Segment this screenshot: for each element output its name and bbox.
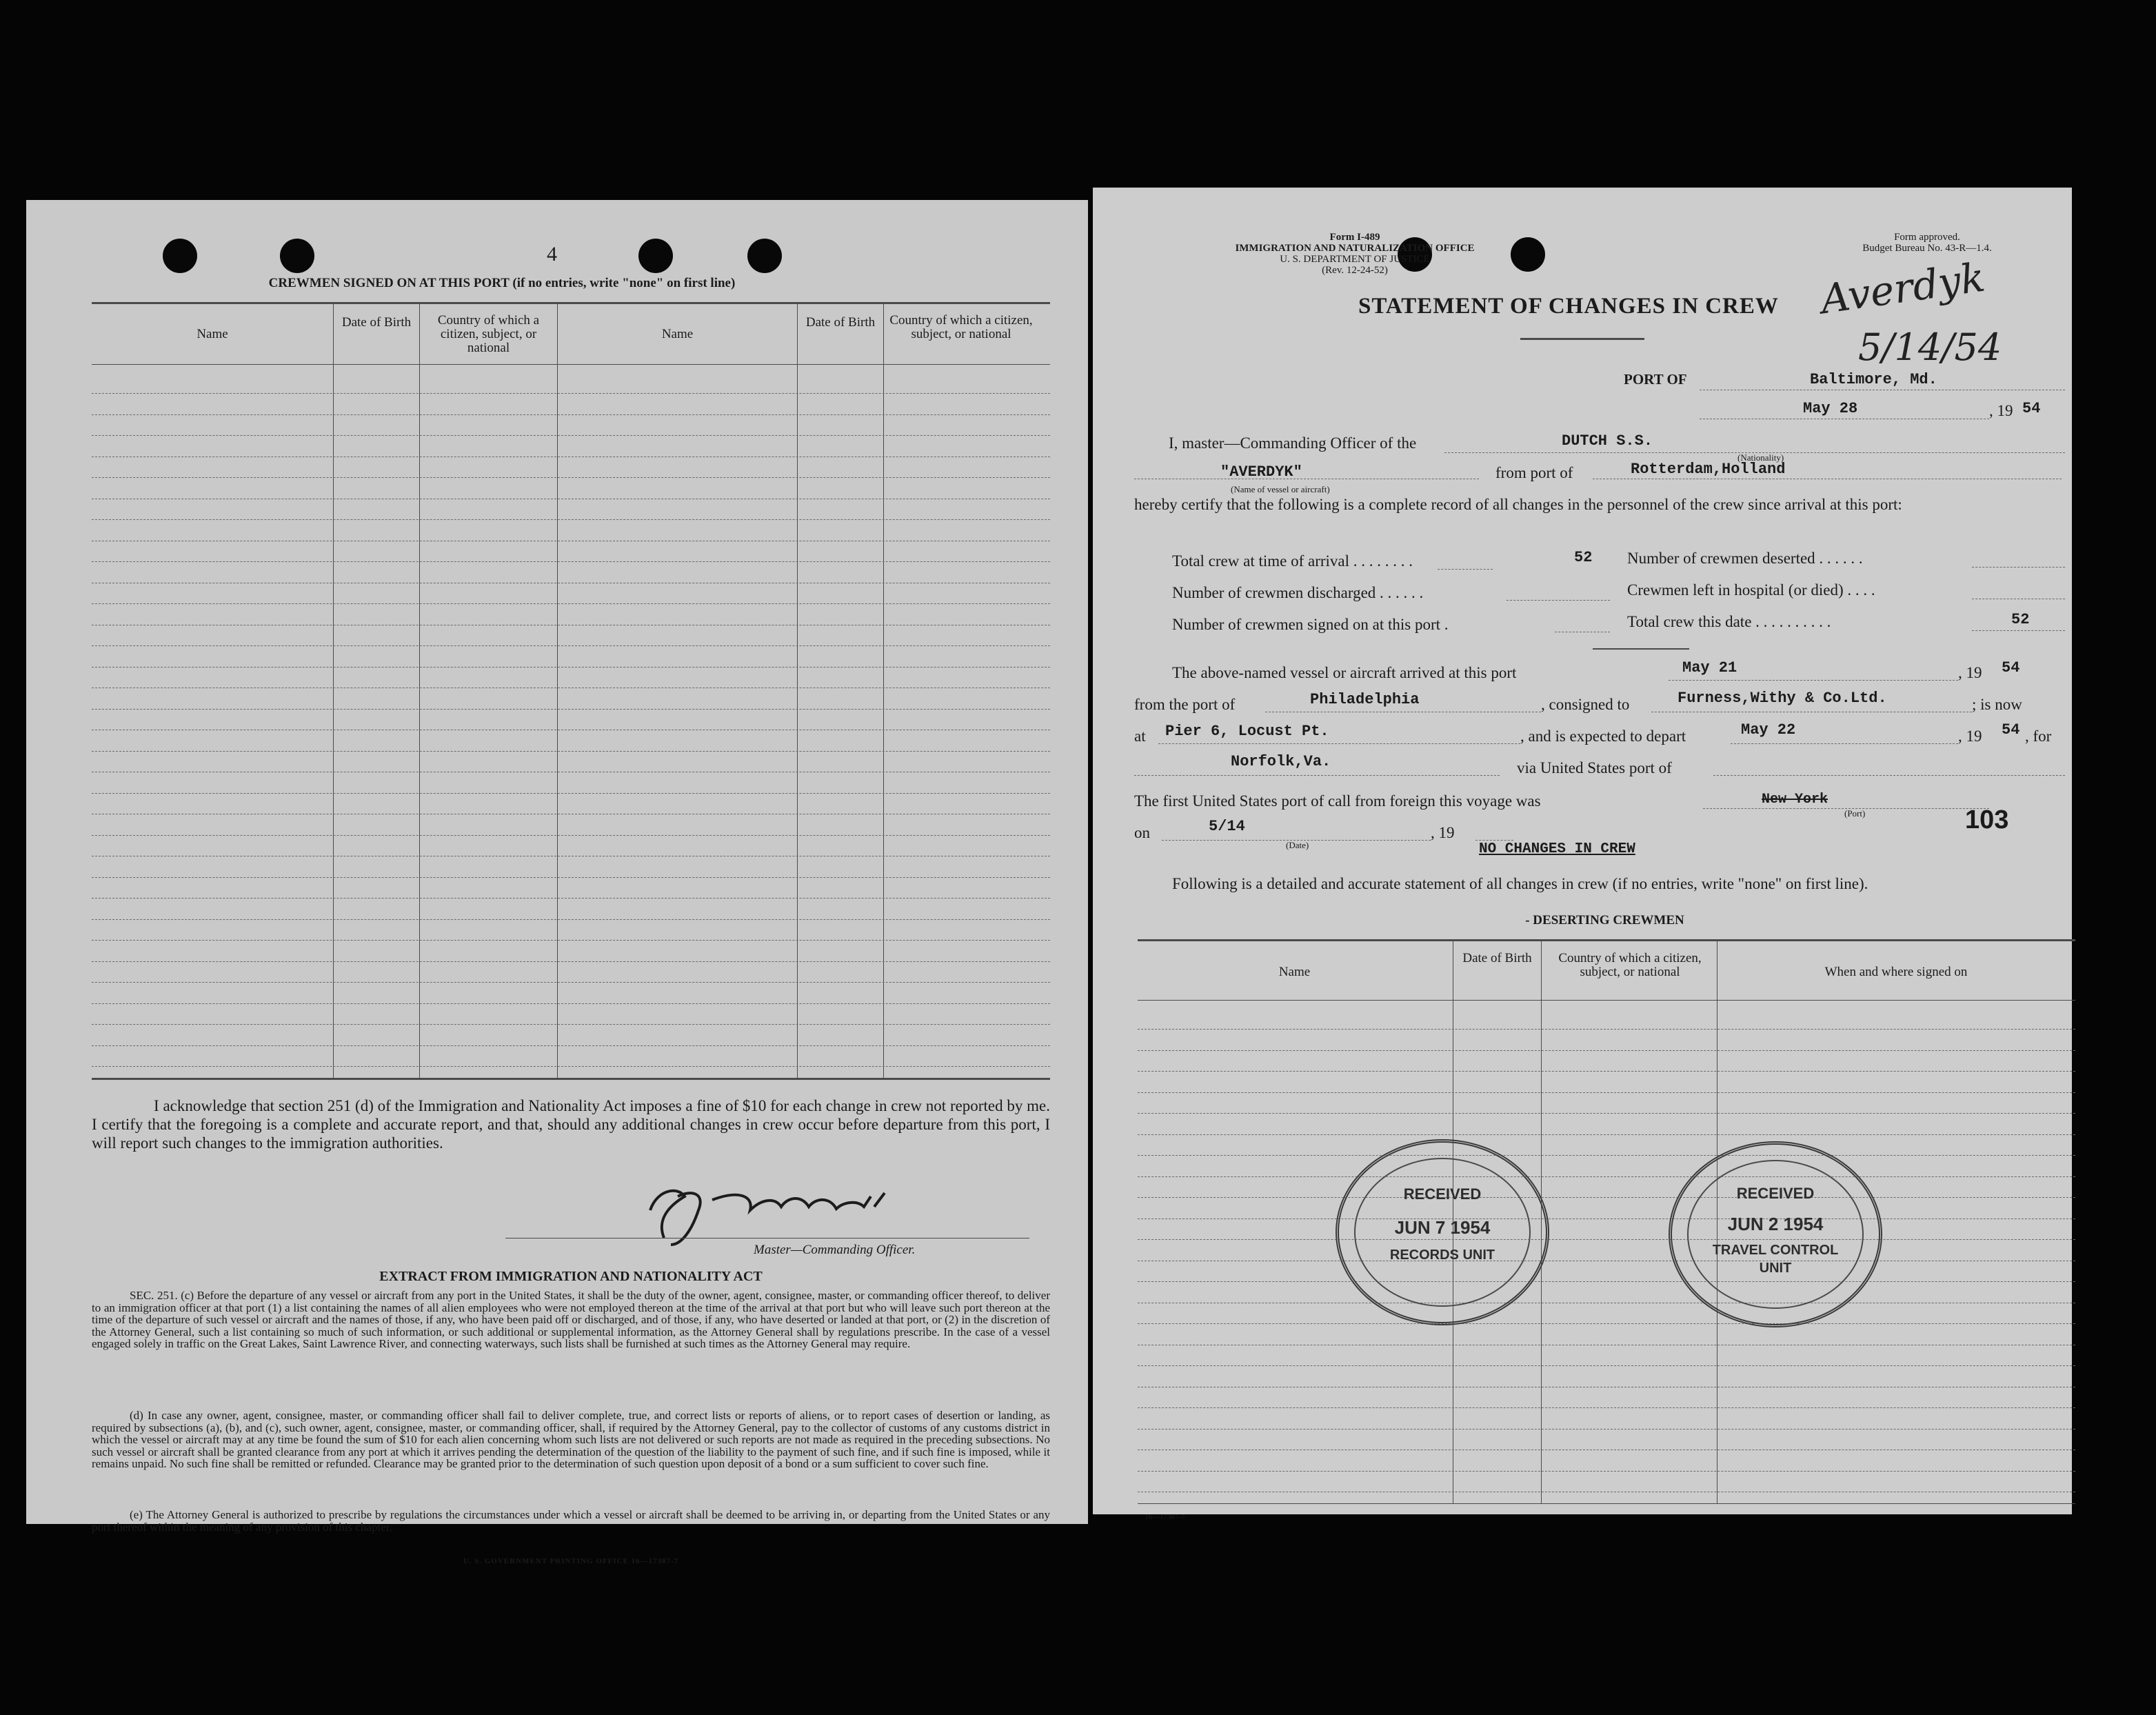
master-signature — [602, 1169, 960, 1252]
table-row — [92, 1024, 1050, 1025]
consigned-label: , consigned to — [1541, 696, 1630, 713]
signed-on-label: Number of crewmen signed on at this port . — [1172, 616, 1449, 633]
year-prefix: , 19 — [1989, 402, 2013, 419]
table-row — [92, 982, 1050, 983]
table-row — [92, 709, 1050, 710]
table-row — [1138, 1134, 2075, 1135]
depart-label: , and is expected to depart — [1520, 728, 1686, 745]
date-value: May 28 — [1803, 400, 1858, 417]
left-page — [26, 200, 1088, 1565]
total-arrival-value: 52 — [1574, 549, 1593, 566]
vessel-caption: (Name of vessel or aircraft) — [1231, 484, 1330, 494]
crewmen-signed-on-title: CREWMEN SIGNED ON AT THIS PORT (if no entries, write "none" on first line) — [268, 276, 736, 290]
acknowledgement-text: I acknowledge that section 251 (d) of the Immigration and Nationality Act imposes a fine of $10 for each change in crew not reported by me. I certify that the foregoing is a complete and accurate report, and that, should any additional changes in crew occur before departure from this port, I will report such changes to the immigration authorities. — [92, 1097, 1050, 1152]
form-title: STATEMENT OF CHANGES IN CREW — [1358, 294, 1779, 319]
table-row — [1138, 1218, 2075, 1219]
section-251-c: SEC. 251. (c) Before the departure of any vessel or aircraft from any port in the United States, it shall be the duty of the owner, agent, consignee, master, or commanding officer thereof, to deliver to an immigration officer at that port (1) a list containing the names of all alien employees who were not employed thereon at the time of the arrival at that port but who will leave such port thereon at the time of the departure of such vessel or aircraft and the names of those, if any, who have been paid off or discharged, and of those, if any, who have deserted or landed at that port, or (2) in the discretion of the Attorney General, such a list containing so much of such information, or such additional or supplemental information, as the Attorney General shall by regulations prescribe. In the case of a vessel engaged solely in traffic on the Great Lakes, Saint Lawrence River, and connecting waterways, such lists shall be furnished at such times as the Attorney General may require. — [92, 1289, 1050, 1350]
first-port-text: The first United States port of call from foreign this voyage was — [1134, 792, 1541, 810]
hospital-label: Crewmen left in hospital (or died) . . . . — [1627, 581, 1875, 599]
table-row — [92, 919, 1050, 920]
arrived-year-prefix: , 19 — [1958, 664, 1982, 681]
nineteen-label: , 19 — [1431, 824, 1455, 841]
section-251-e: (e) The Attorney General is authorized to prescribe by regulations the circumstances under which a vessel or aircraft shall be deemed to be arriving in, or departing from the United States or any port thereof within the meaning of any provision of this chapter. — [92, 1508, 1050, 1534]
is-now-label: ; is now — [1972, 696, 2022, 713]
depart-date: May 22 — [1741, 721, 1796, 739]
punch-hole — [747, 239, 782, 273]
total-arrival-label: Total crew at time of arrival . . . . . . . . — [1172, 552, 1413, 570]
punch-hole — [163, 239, 197, 273]
table-row — [92, 645, 1050, 646]
column-header-name-2: Name — [661, 327, 694, 341]
table-row — [92, 414, 1050, 415]
discharged-label: Number of crewmen discharged . . . . . . — [1172, 584, 1424, 601]
deserting-header-signed-on: When and where signed on — [1824, 965, 1968, 979]
total-date-label: Total crew this date . . . . . . . . . . — [1627, 613, 1831, 630]
arrived-text: The above-named vessel or aircraft arrived at this port — [1172, 664, 1517, 681]
table-row — [1138, 1071, 2075, 1072]
table-row — [92, 561, 1050, 562]
first-port-value: New York — [1762, 792, 1828, 808]
deserting-header-name: Name — [1278, 965, 1311, 979]
at-label: at — [1134, 728, 1146, 745]
vessel-value: "AVERDYK" — [1220, 463, 1302, 481]
table-row — [92, 603, 1050, 604]
table-row — [1138, 1365, 2075, 1366]
depart-year: 54 — [2002, 721, 2020, 739]
table-row — [92, 667, 1050, 668]
printing-office-footer: U. S. GOVERNMENT PRINTING OFFICE 16—17387-7 — [463, 1557, 679, 1565]
handwritten-vessel-name: Averdyk — [1817, 253, 1988, 323]
handwritten-date: 5/14/54 — [1858, 325, 2002, 369]
following-text: Following is a detailed and accurate statement of all changes in crew (if no entries, write "none" on first line). — [1172, 875, 1868, 892]
from-port-of-label: from the port of — [1134, 696, 1236, 713]
deserting-header-date-of-birth: Date of Birth — [1462, 951, 1532, 965]
form-header: Form I-489 IMMIGRATION AND NATURALIZATION OFFICE U. S. DEPARTMENT OF JUSTICE (Rev. 12-24-52) — [1235, 232, 1475, 276]
table-row — [1138, 1113, 2075, 1114]
table-row — [1138, 1176, 2075, 1177]
for-label: , for — [2025, 728, 2052, 745]
table-row — [92, 961, 1050, 962]
for-value: Norfolk,Va. — [1231, 753, 1331, 770]
signature-caption: Master—Commanding Officer. — [754, 1243, 916, 1257]
deserting-crewmen-title: - DESERTING CREWMEN — [1525, 913, 1684, 927]
nationality-value: DUTCH S.S. — [1562, 432, 1653, 450]
at-value: Pier 6, Locust Pt. — [1165, 723, 1329, 740]
table-row — [92, 793, 1050, 794]
right-page — [1093, 188, 2072, 1521]
table-row — [92, 519, 1050, 520]
arrived-date: May 21 — [1682, 659, 1737, 676]
table-row — [1138, 1323, 2075, 1324]
deserting-header-country: Country of which a citizen, subject, or national — [1558, 951, 1702, 979]
table-row — [92, 835, 1050, 836]
table-row — [92, 393, 1050, 394]
year-value: 54 — [2022, 400, 2041, 417]
date-caption: (Date) — [1286, 840, 1309, 850]
table-row — [1138, 1197, 2075, 1198]
certify-text: hereby certify that the following is a complete record of all changes in the personnel of the crew since arrival at this port: — [1134, 496, 1902, 513]
port-label: PORT OF — [1624, 371, 1687, 388]
port-value: Baltimore, Md. — [1810, 371, 1937, 388]
table-row — [1138, 1239, 2075, 1240]
table-row — [92, 1045, 1050, 1046]
table-row — [92, 898, 1050, 899]
from-port-value: Rotterdam,Holland — [1631, 461, 1786, 478]
column-header-date-of-birth-2: Date of Birth — [805, 315, 876, 330]
punch-hole — [280, 239, 314, 273]
on-value: 5/14 — [1209, 818, 1245, 835]
on-label: on — [1134, 824, 1150, 841]
no-changes-note: NO CHANGES IN CREW — [1479, 841, 1635, 857]
punch-hole — [638, 239, 673, 273]
table-row — [1138, 1050, 2075, 1051]
table-row — [92, 877, 1050, 878]
right-footer: 16—17387-7 — [1145, 1513, 1185, 1521]
table-row — [92, 1003, 1050, 1004]
column-header-country-2: Country of which a citizen, subject, or national — [889, 313, 1033, 341]
table-row — [1138, 1155, 2075, 1156]
consigned-value: Furness,Withy & Co.Ltd. — [1678, 690, 1887, 707]
page-number: 4 — [547, 243, 557, 265]
stamp-number: 103 — [1965, 805, 2009, 834]
travel-control-unit-stamp: RECEIVED JUN 2 1954 TRAVEL CONTROL UNIT — [1669, 1141, 1882, 1327]
master-line: I, master—Commanding Officer of the — [1169, 434, 1417, 452]
extract-title: EXTRACT FROM IMMIGRATION AND NATIONALITY ACT — [379, 1269, 763, 1284]
nationality-caption: (Nationality) — [1737, 452, 1784, 463]
depart-year-prefix: , 19 — [1958, 728, 1982, 745]
arrived-year: 54 — [2002, 659, 2020, 676]
table-row — [1138, 1029, 2075, 1030]
table-row — [1138, 1471, 2075, 1472]
budget-approval: Form approved. Budget Bureau No. 43-R—1.4. — [1862, 232, 1992, 254]
table-row — [92, 751, 1050, 752]
port-caption: (Port) — [1844, 808, 1866, 819]
table-row — [92, 1066, 1050, 1067]
table-row — [92, 435, 1050, 436]
table-row — [92, 940, 1050, 941]
column-header-country: Country of which a citizen, subject, or national — [437, 313, 540, 355]
total-date-value: 52 — [2011, 611, 2030, 628]
from-port-label: from port of — [1495, 464, 1573, 481]
records-unit-stamp: RECEIVED JUN 7 1954 RECORDS UNIT — [1336, 1139, 1549, 1325]
table-row — [92, 477, 1050, 478]
deserted-label: Number of crewmen deserted . . . . . . — [1627, 550, 1863, 567]
table-row — [1138, 1092, 2075, 1093]
column-header-date-of-birth: Date of Birth — [341, 315, 412, 330]
table-row — [1138, 1281, 2075, 1282]
table-row — [1138, 1407, 2075, 1408]
from-port-of-value: Philadelphia — [1310, 691, 1420, 708]
column-header-name: Name — [197, 327, 228, 341]
section-251-d: (d) In case any owner, agent, consignee, master, or commanding officer shall fail to deliver complete, true, and correct lists or reports of aliens, or to report cases of desertion or landing, as required by subsections (a), (b), and (c), such owner, agent, consignee, master, or commanding officer, shall, if required by the Attorney General, pay to the collector of customs of any customs district in which the vessel or aircraft may at any time be found the sum of $10 for each alien concerning whom such lists are not delivered or such reports are not made as required in the preceding subsections. No such vessel or aircraft shall be granted clearance from any port at which it arrives pending the determination of the question of the liability to the payment of such fine, and if such fine is imposed, while it remains unpaid. No such fine shall be remitted or refunded. Clearance may be granted prior to the determination of such question upon deposit of a bond or a sum sufficient to cover such fine. — [92, 1409, 1050, 1470]
via-label: via United States port of — [1517, 759, 1672, 776]
table-row — [1138, 1429, 2075, 1430]
